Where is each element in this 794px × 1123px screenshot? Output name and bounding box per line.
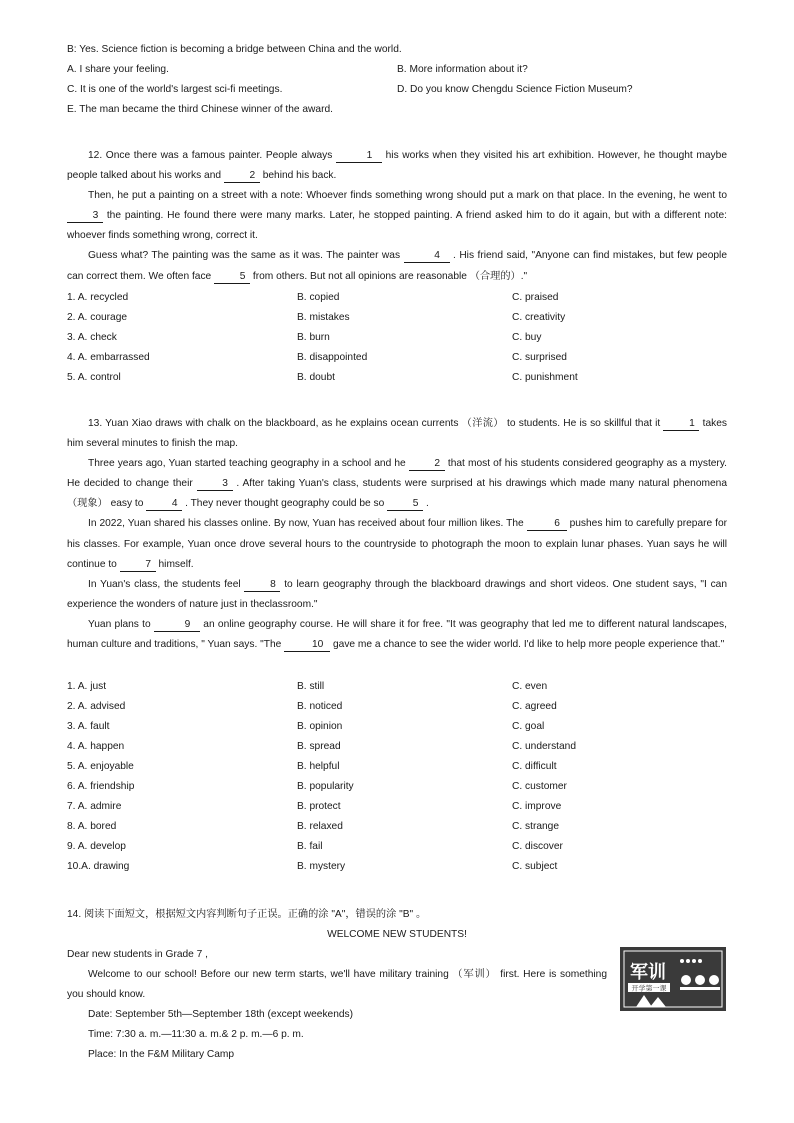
option-a[interactable]: 9. A. develop	[67, 841, 126, 852]
answer-blank[interactable]: 4	[404, 250, 450, 263]
answer-blank[interactable]: 2	[409, 458, 445, 471]
option-b[interactable]: B. protect	[297, 801, 341, 812]
q13-option-row	[67, 840, 767, 860]
notice-place: Place: In the F&M Military Camp	[88, 1049, 235, 1060]
option-a[interactable]: 3. A. check	[67, 332, 117, 343]
option-c[interactable]: C. surprised	[512, 352, 567, 363]
option-a[interactable]: 2. A. courage	[67, 312, 128, 323]
q14-instruction: 14. 阅读下面短文，根据短文内容判断句子正误。正确的涂 "A"，错误的涂 "B" 。	[67, 909, 427, 920]
option-b[interactable]: B. helpful	[297, 761, 340, 772]
q13-option-row	[67, 800, 767, 820]
notice-intro: Welcome to our school! Before our new term starts, we'll have military training （军训） first. Here is something you should know.	[67, 969, 607, 1001]
option-c[interactable]: C. goal	[512, 721, 545, 732]
q13-passage	[67, 414, 727, 655]
q13-option-row	[67, 760, 767, 780]
option-a[interactable]: 2. A. advised	[67, 701, 126, 712]
q11-option-c: C. It is one of the world's largest sci-fi meetings.	[67, 84, 283, 95]
option-c[interactable]: C. improve	[512, 801, 562, 812]
q13-option-row	[67, 780, 767, 800]
q12-option-row	[67, 311, 767, 331]
answer-blank[interactable]: 2	[224, 170, 260, 183]
q11-option-row	[67, 63, 767, 83]
q12-option-row	[67, 331, 767, 351]
answer-blank[interactable]: 7	[120, 559, 156, 572]
answer-blank[interactable]: 9	[154, 619, 200, 632]
q13-paragraph-5: Yuan plans to 9 an online geography course. He will share it for free. "It was geography that led me to different natural landscapes, human culture and traditions, " Yuan says. "The 10 gave me a chance to see the wider world. I'd like to help more people experience that."	[67, 618, 727, 651]
q13-option-row	[67, 740, 767, 760]
q12-option-row	[67, 351, 767, 371]
option-c[interactable]: C. customer	[512, 781, 567, 792]
option-b[interactable]: B. fail	[297, 841, 323, 852]
q13-option-row	[67, 680, 767, 700]
q13-option-row	[67, 720, 767, 740]
q12-paragraph-1: 12. Once there was a famous painter. People always 1 his works when they visited his art exhibition. However, he thought maybe people talked about his works and 2 behind his back.	[67, 150, 727, 182]
q13-paragraph-1: 13. Yuan Xiao draws with chalk on the blackboard, as he explains ocean currents （洋流） to students. He is so skillful that it 1 takes him several minutes to finish the map.	[67, 418, 728, 450]
option-c[interactable]: C. even	[512, 681, 548, 692]
option-c[interactable]: C. subject	[512, 861, 558, 872]
option-c[interactable]: C. creativity	[512, 312, 566, 323]
option-a[interactable]: 4. A. embarrassed	[67, 352, 150, 363]
option-b[interactable]: B. doubt	[297, 372, 335, 383]
answer-blank[interactable]: 4	[146, 498, 182, 511]
option-a[interactable]: 10.A. drawing	[67, 861, 130, 872]
notice-title: WELCOME NEW STUDENTS!	[327, 929, 467, 940]
option-b[interactable]: B. mistakes	[297, 312, 350, 323]
option-b[interactable]: B. burn	[297, 332, 330, 343]
answer-blank[interactable]: 1	[336, 150, 382, 163]
option-a[interactable]: 8. A. bored	[67, 821, 117, 832]
option-c[interactable]: C. agreed	[512, 701, 557, 712]
answer-blank[interactable]: 6	[527, 518, 567, 531]
notice-time: Time: 7:30 a. m.—11:30 a. m.& 2 p. m.—6 p. m.	[88, 1029, 304, 1040]
q13-paragraph-4: In Yuan's class, the students feel 8 to learn geography through the blackboard drawings and short videos. One student says, "I can experience the wonders of nature just in theclassroom."	[67, 578, 728, 610]
q11-option-d: D. Do you know Chengdu Science Fiction Museum?	[397, 84, 633, 95]
option-a[interactable]: 5. A. control	[67, 372, 121, 383]
military-training-logo	[620, 947, 726, 1011]
option-a[interactable]: 6. A. friendship	[67, 781, 135, 792]
q11-option-row	[67, 103, 767, 123]
q13-paragraph-3: In 2022, Yuan shared his classes online. By now, Yuan has received about four million likes. The 6 pushes him to carefully prepare for his classes. For example, Yuan once drove several hours to the countryside to photograph the moon to explain lunar phases. Yuan says he will continue to 7 himself.	[67, 518, 728, 570]
q13-option-row	[67, 860, 767, 880]
notice-date: Date: September 5th—September 18th (except weekends)	[88, 1009, 354, 1020]
option-a[interactable]: 1. A. recycled	[67, 292, 129, 303]
option-a[interactable]: 4. A. happen	[67, 741, 125, 752]
answer-blank[interactable]: 8	[244, 579, 280, 592]
answer-blank[interactable]: 1	[663, 418, 699, 431]
option-b[interactable]: B. spread	[297, 741, 341, 752]
option-b[interactable]: B. mystery	[297, 861, 346, 872]
q11-option-e: E. The man became the third Chinese winner of the award.	[67, 104, 333, 115]
option-a[interactable]: 7. A. admire	[67, 801, 122, 812]
q12-option-row	[67, 291, 767, 311]
dialogue-line-b: B: Yes. Science fiction is becoming a bridge between China and the world.	[67, 44, 402, 55]
option-a[interactable]: 3. A. fault	[67, 721, 110, 732]
answer-blank[interactable]: 3	[67, 210, 103, 223]
option-b[interactable]: B. still	[297, 681, 325, 692]
notice-greeting: Dear new students in Grade 7 ,	[67, 949, 209, 960]
q12-paragraph-2: Then, he put a painting on a street with a note: Whoever finds something wrong should put a mark on that place. In the evening, he went to 3 the painting. He found there were many marks. Later, he stopped painting. A friend asked him to do it again, but with a different note: whoever finds something wrong, correct it.	[67, 190, 727, 242]
q11-option-a: A. I share your feeling.	[67, 64, 169, 75]
answer-blank[interactable]: 5	[214, 271, 250, 284]
logo-sub-text: 开学第一课	[631, 984, 667, 993]
option-c[interactable]: C. difficult	[512, 761, 557, 772]
q13-option-row	[67, 700, 767, 720]
option-b[interactable]: B. popularity	[297, 781, 354, 792]
option-c[interactable]: C. discover	[512, 841, 563, 852]
option-b[interactable]: B. noticed	[297, 701, 343, 712]
answer-blank[interactable]: 3	[197, 478, 233, 491]
option-b[interactable]: B. disappointed	[297, 352, 368, 363]
q12-passage	[67, 146, 727, 287]
q12-paragraph-3: Guess what? The painting was the same as it was. The painter was 4 . His friend said, "Anyone can find mistakes, but few people can correct them. We often face 5 from others. But not all opinions are reasonable （合理的）."	[67, 250, 727, 282]
option-b[interactable]: B. relaxed	[297, 821, 343, 832]
option-c[interactable]: C. strange	[512, 821, 559, 832]
option-b[interactable]: B. opinion	[297, 721, 343, 732]
option-a[interactable]: 5. A. enjoyable	[67, 761, 134, 772]
option-b[interactable]: B. copied	[297, 292, 340, 303]
option-c[interactable]: C. understand	[512, 741, 576, 752]
option-a[interactable]: 1. A. just	[67, 681, 107, 692]
logo-main-text: 军训	[630, 962, 666, 983]
q11-option-row	[67, 83, 767, 103]
option-c[interactable]: C. punishment	[512, 372, 578, 383]
q12-option-row	[67, 371, 767, 391]
answer-blank[interactable]: 10	[284, 639, 330, 652]
option-c[interactable]: C. praised	[512, 292, 559, 303]
q13-option-row	[67, 820, 767, 840]
q11-option-b: B. More information about it?	[397, 64, 528, 75]
answer-blank[interactable]: 5	[387, 498, 423, 511]
option-c[interactable]: C. buy	[512, 332, 542, 343]
q13-paragraph-2: Three years ago, Yuan started teaching geography in a school and he 2 that most of his students considered geography as a mystery. He decided to change their 3 . After taking Yuan's class, students were surprised at his drawings which made many natural phenomena （现象） easy to 4 . They never thought geography could be so 5 .	[67, 458, 727, 510]
